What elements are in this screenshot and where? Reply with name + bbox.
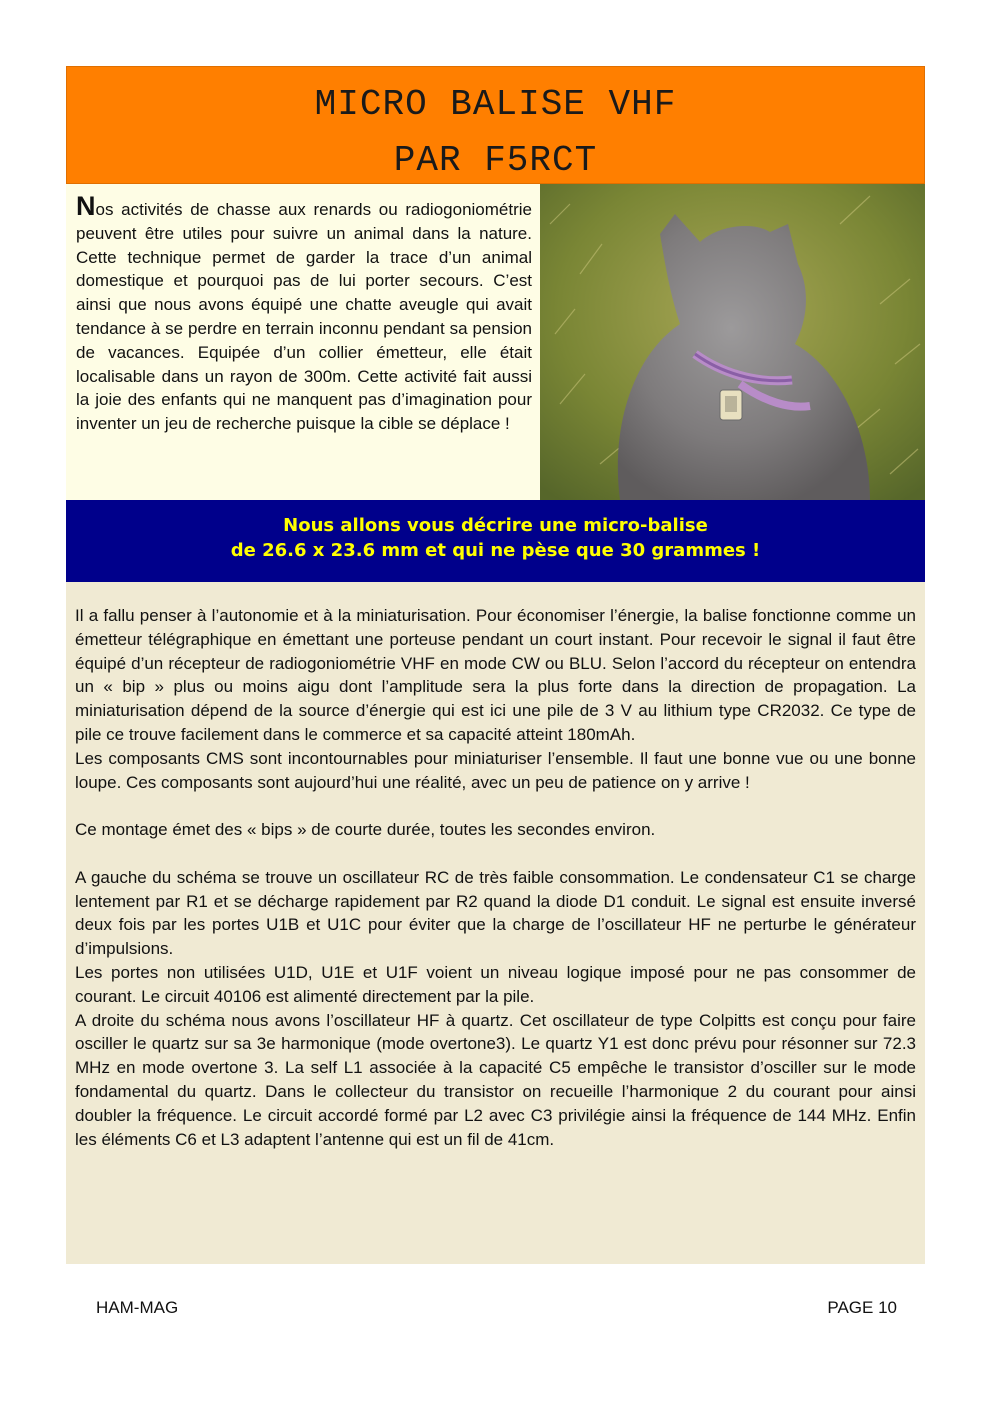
title-line-1: MICRO BALISE VHF <box>314 84 677 125</box>
banner-line-1: Nous allons vous décrire une micro-balise <box>283 515 708 536</box>
footer-page-number: PAGE 10 <box>827 1298 897 1317</box>
paragraph-gap <box>75 794 916 818</box>
cat-photo <box>540 184 925 500</box>
body-paragraph-5: Les portes non utilisées U1D, U1E et U1F voient un niveau logique imposé pour ne pas consommer de courant. Le circuit 40106 est alimenté directement par la pile. <box>75 962 916 1006</box>
drop-cap: N <box>76 191 96 221</box>
body-paragraph-4: A gauche du schéma se trouve un oscillateur RC de très faible consommation. Le condensateur C1 se charge lentement par R1 et se décharge rapidement par R2 quand la diode D1 conduit. Le signal est ensuite inversé deux fois par les portes U1B et U1C pour éviter que la charge de l’oscillateur HF ne perturbe le générateur d’impulsions. <box>75 867 916 959</box>
highlight-banner <box>66 500 925 582</box>
body-paragraph-1: Il a fallu penser à l’autonomie et à la miniaturisation. Pour économiser l’énergie, la balise fonctionne comme un émetteur télégraphique en émettant une porteuse pendant un court instant. Pour recevoir le signal il faut être équipé d’un récepteur de radiogoniométrie VHF en mode CW ou BLU. Selon l’accord du récepteur on entendra un « bip » plus ou moins aigu dont l’amplitude sera la plus forte dans la direction de propagation. La miniaturisation dépend de la source d’énergie qui est ici une pile de 3 V au lithium type CR2032. Ce type de pile ce trouve facilement dans le commerce et sa capacité atteint 180mAh. <box>75 606 916 744</box>
intro-paragraph: os activités de chasse aux renards ou radiogoniométrie peuvent être utiles pour suivre un animal dans la nature. Cette technique permet de garder la trace d’un animal domestique et pourquoi pas de lui porter secours. C’est ainsi que nous avons équipé une chatte aveugle qui avait tendance à se perdre en terrain inconnu pendant sa pension de vacances. Equipée d’un collier émetteur, elle était localisable dans un rayon de 300m. Cette activité fait aussi la joie des enfants qui ne manquent pas d’imagination pour inventer un jeu de recherche puisque la cible se déplace ! <box>76 200 532 434</box>
paragraph-gap <box>75 842 916 866</box>
body-paragraph-6: A droite du schéma nous avons l’oscillateur HF à quartz. Cet oscillateur de type Colpitts est conçu pour faire osciller le quartz sur sa 3e harmonique (mode overtone3). Le quartz Y1 est donc prévu pour résonner sur 72.3 MHz en mode overtone 3. La self L1 associée à la capacité C5 empêche le transistor d’osciller sur le mode fondamental du quartz. Dans le collecteur du transistor on recueille l’harmonique 2 du courant pour ainsi doubler la fréquence. Le circuit accordé formé par L2 avec C3 privilégie ainsi la fréquence de 144 MHz. Enfin les éléments C6 et L3 adaptent l’antenne qui est un fil de 41cm. <box>75 1010 916 1149</box>
title-line-2: PAR F5RCT <box>393 140 598 181</box>
body-paragraph-2: Les composants CMS sont incontournables pour miniaturiser l’ensemble. Il faut une bonne vue ou une bonne loupe. Ces composants sont aujourd’hui une réalité, avec un peu de patience on y arrive ! <box>75 748 916 792</box>
body-paragraph-3: Ce montage émet des « bips » de courte durée, toutes les secondes environ. <box>75 820 656 840</box>
intro-text <box>66 184 540 500</box>
article-frame <box>66 66 925 1264</box>
cat-with-collar-image <box>540 184 925 500</box>
banner-line-2: de 26.6 x 23.6 mm et qui ne pèse que 30 grammes ! <box>230 540 761 561</box>
article-body <box>75 604 916 1151</box>
footer-magazine-name: HAM-MAG <box>96 1298 179 1317</box>
title-box <box>66 66 925 184</box>
